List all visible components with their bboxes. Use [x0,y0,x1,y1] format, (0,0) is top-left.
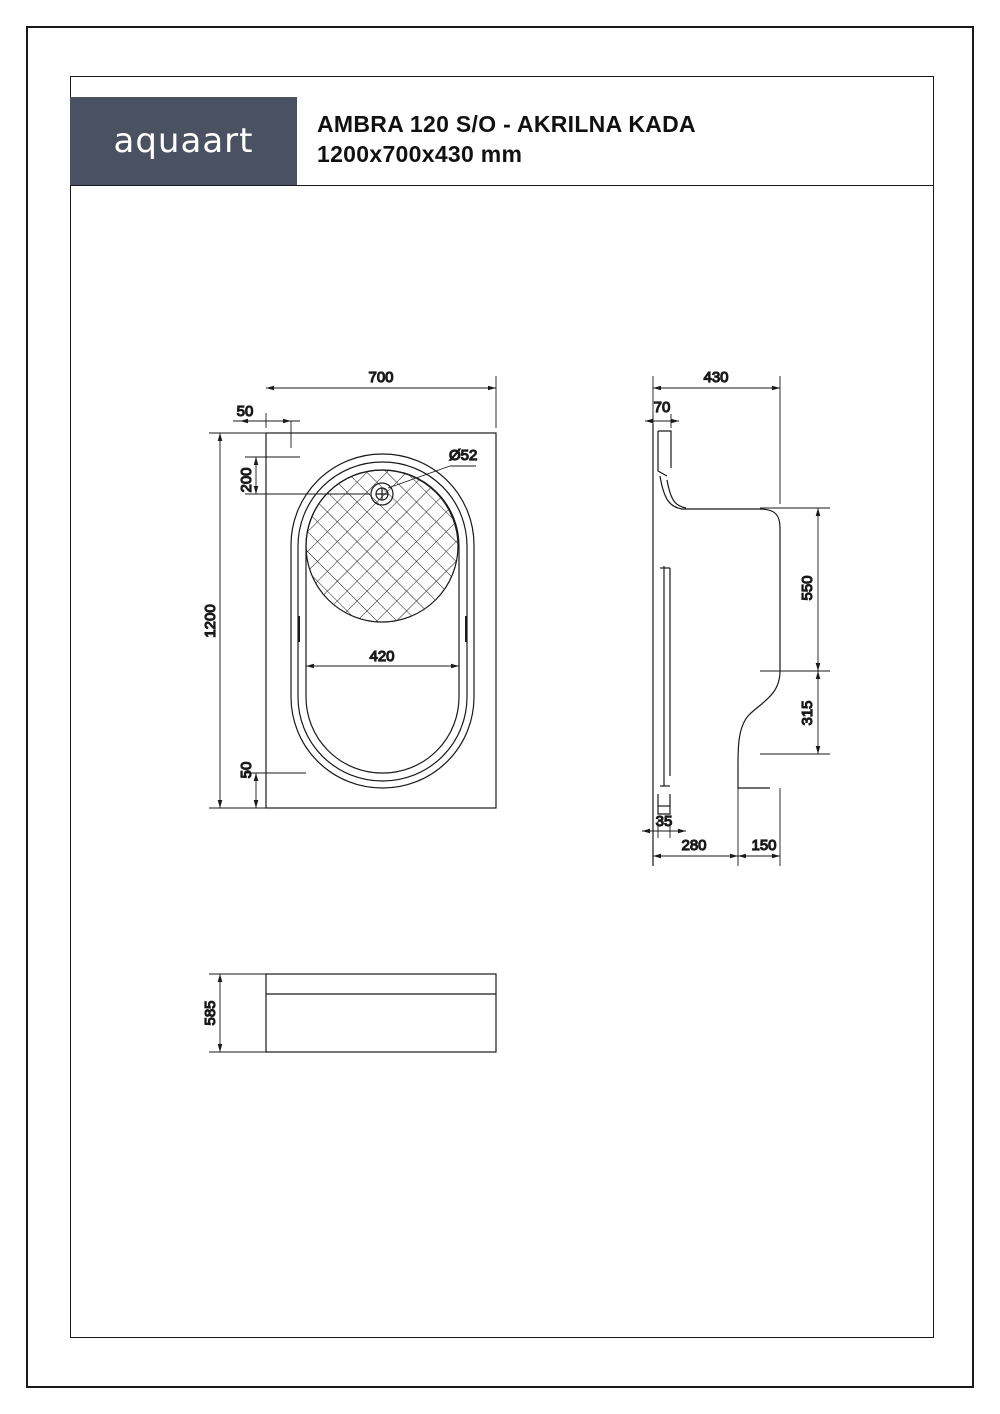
dim-550 [760,508,830,671]
dim-50-bottom-label: 50 [238,761,255,779]
product-dimensions: 1200x700x430 mm [317,141,523,167]
dim-35-label: 35 [655,813,673,830]
dim-1200-label: 1200 [202,604,219,638]
dim-430 [653,376,780,504]
dim-50-top-label: 50 [236,403,254,420]
technical-drawing [70,76,934,1338]
dim-550-label: 550 [799,575,816,601]
dim-280-label: 280 [681,837,707,854]
side-view-geometry [653,424,780,866]
dim-315-label: 315 [799,700,816,726]
dim-700-label: 700 [368,369,394,386]
dim-drain-diameter-label: Ø52 [449,447,478,464]
dim-70 [645,414,679,428]
dim-585-label: 585 [202,1000,219,1026]
dim-420-label: 420 [369,648,395,665]
dim-315 [760,671,830,754]
dim-430-label: 430 [703,369,729,386]
top-view-geometry [266,433,496,808]
product-title: AMBRA 120 S/O - AKRILNA KADA [317,111,696,137]
front-view-geometry [266,974,496,1052]
brand-logo-text: aquaart [113,121,254,161]
dim-200-label: 200 [238,467,255,493]
dim-70-label: 70 [653,399,671,416]
dim-150-label: 150 [751,837,777,854]
